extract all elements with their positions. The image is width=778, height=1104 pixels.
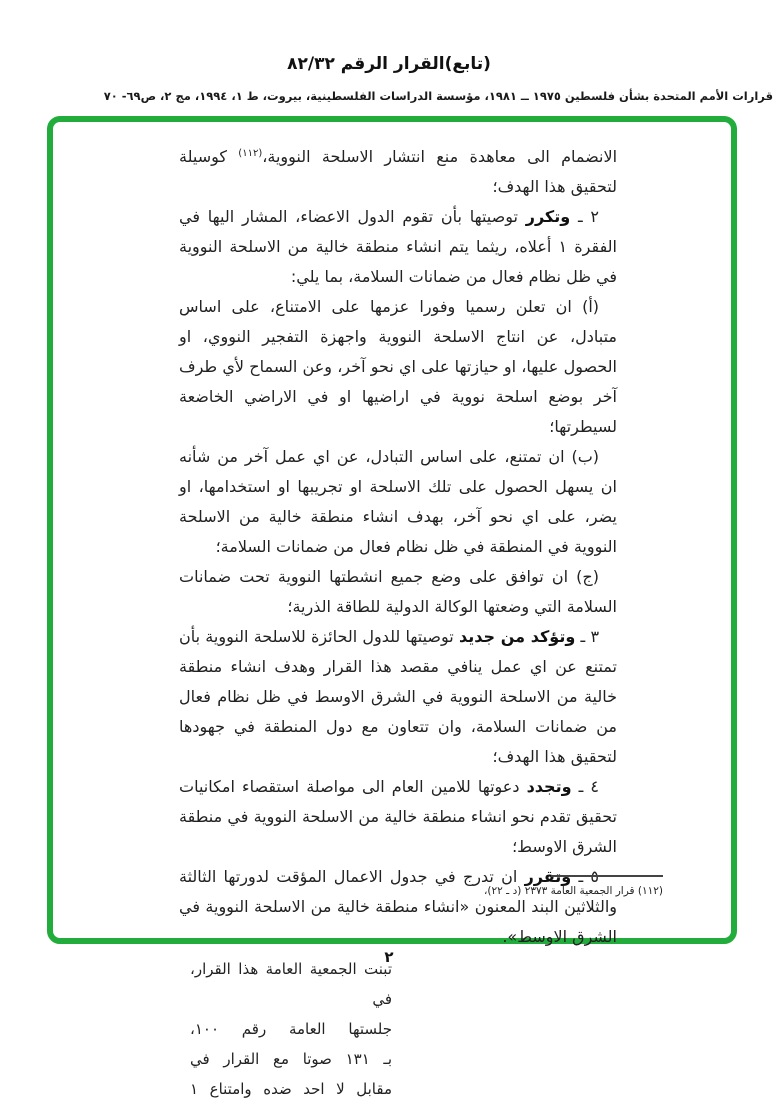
paragraph-2b	[179, 442, 617, 562]
para-text: (أ) ان تعلن رسميا وفورا عزمها على الامتناع، على اساس متبادل، عن انتاج الاسلحة النووية واجهزة التفجير النووي، او الحصول عليها، او حيازتها على اي نحو آخر، وعن السماح لأي طرف آخر بوضع اسلحة نووية في اراضيها او في الاراضي الخاضعة لسيطرتها؛	[179, 297, 617, 436]
paragraph-3	[179, 622, 617, 772]
green-frame	[47, 116, 737, 1098]
paragraph-4	[179, 772, 617, 862]
para-number: ٤ ـ	[571, 777, 600, 796]
para-number: ٥ ـ	[571, 867, 599, 886]
para-text: ان تدرج في جدول الاعمال المؤقت لدورتها الثالثة والثلاثين البند المعنون «انشاء منطقة خالية من الاسلحة النووية في الشرق الاوسط».	[179, 867, 617, 946]
para-text: توصيتها بأن تقوم الدول الاعضاء، المشار اليها في الفقرة ١ أعلاه، ريثما يتم انشاء منطقة خالية من الاسلحة النووية في ظل نظام فعال من ضمانات السلامة، بما يلي:	[179, 207, 617, 286]
page-number: ٢	[384, 948, 394, 966]
para-keyword: وتقرر	[524, 867, 572, 886]
footnote-block	[449, 875, 663, 898]
adoption-line: تبنت الجمعية العامة هذا القرار، في	[190, 960, 392, 1008]
footnote-separator	[551, 875, 663, 877]
paragraph-2c	[179, 562, 617, 622]
page-title: (تابع)القرار الرقم ٨٢/٣٢	[287, 54, 491, 74]
footnote-text: (١١٢) قرار الجمعية العامة ٢٣٧٣ (د ـ ٢٢)،	[484, 885, 663, 897]
para-text: توصيتها للدول الحائزة للاسلحة النووية بأن تمتنع عن اي عمل ينافي مقصد هذا القرار وهدف انشاء منطقة خالية من الاسلحة النووية في الشرق الاوسط في ظل نظام فعال من ضمانات السلامة، وان تتعاون مع دول المنطقة في جهودها لتحقيق هذا الهدف؛	[179, 627, 617, 766]
source-citation: قرارات الأمم المتحدة بشأن فلسطين ١٩٧٥ ــ ١٩٨١، مؤسسة الدراسات الفلسطينية، بيروت، ط ١، ١٩٩٤، مج ٢، ص٦٩- ٧٠	[103, 89, 773, 103]
adoption-line: مقابل لا احد ضده وامتناع ١	[190, 1080, 392, 1098]
para-keyword: وتكرر	[525, 207, 571, 226]
adoption-line: جلستها العامة رقم ١٠٠،	[190, 1020, 392, 1038]
para-keyword: وتؤكد من جديد	[458, 627, 576, 646]
para-text: كوسيلة لتحقيق هذا الهدف؛	[179, 147, 617, 196]
para-text: (ج) ان توافق على وضع جميع انشطتها النووية تحت ضمانات السلامة التي وضعتها الوكالة الدولية للطاقة الذرية؛	[179, 567, 617, 616]
para-text: الانضمام الى معاهدة منع انتشار الاسلحة النووية،	[262, 147, 618, 166]
adoption-line: بـ ١٣١ صوتا مع القرار في	[190, 1050, 392, 1068]
paragraph-continuation	[179, 142, 617, 202]
para-text: دعوتها للامين العام الى مواصلة استقصاء امكانيات تحقيق تقدم نحو انشاء منطقة خالية من الاسلحة النووية في منطقة الشرق الاوسط؛	[179, 777, 617, 856]
para-text: (ب) ان تمتنع، على اساس التبادل، عن اي عمل آخر من شأنه ان يسهل الحصول على تلك الاسلحة او تجريبها او استخدامها، او يضر، على اي نحو آخر، بهدف انشاء منطقة خالية من الاسلحة النووية في المنطقة في ظل نظام فعال من ضمانات السلامة؛	[179, 447, 617, 556]
paragraph-2a	[179, 292, 617, 442]
footnote-ref-112: (١١٢)	[238, 148, 263, 159]
paragraph-2	[179, 202, 617, 292]
para-number: ٢ ـ	[570, 207, 600, 226]
para-number: ٣ ـ	[575, 627, 600, 646]
adoption-note	[190, 954, 392, 1104]
para-keyword: وتجدد	[526, 777, 572, 796]
